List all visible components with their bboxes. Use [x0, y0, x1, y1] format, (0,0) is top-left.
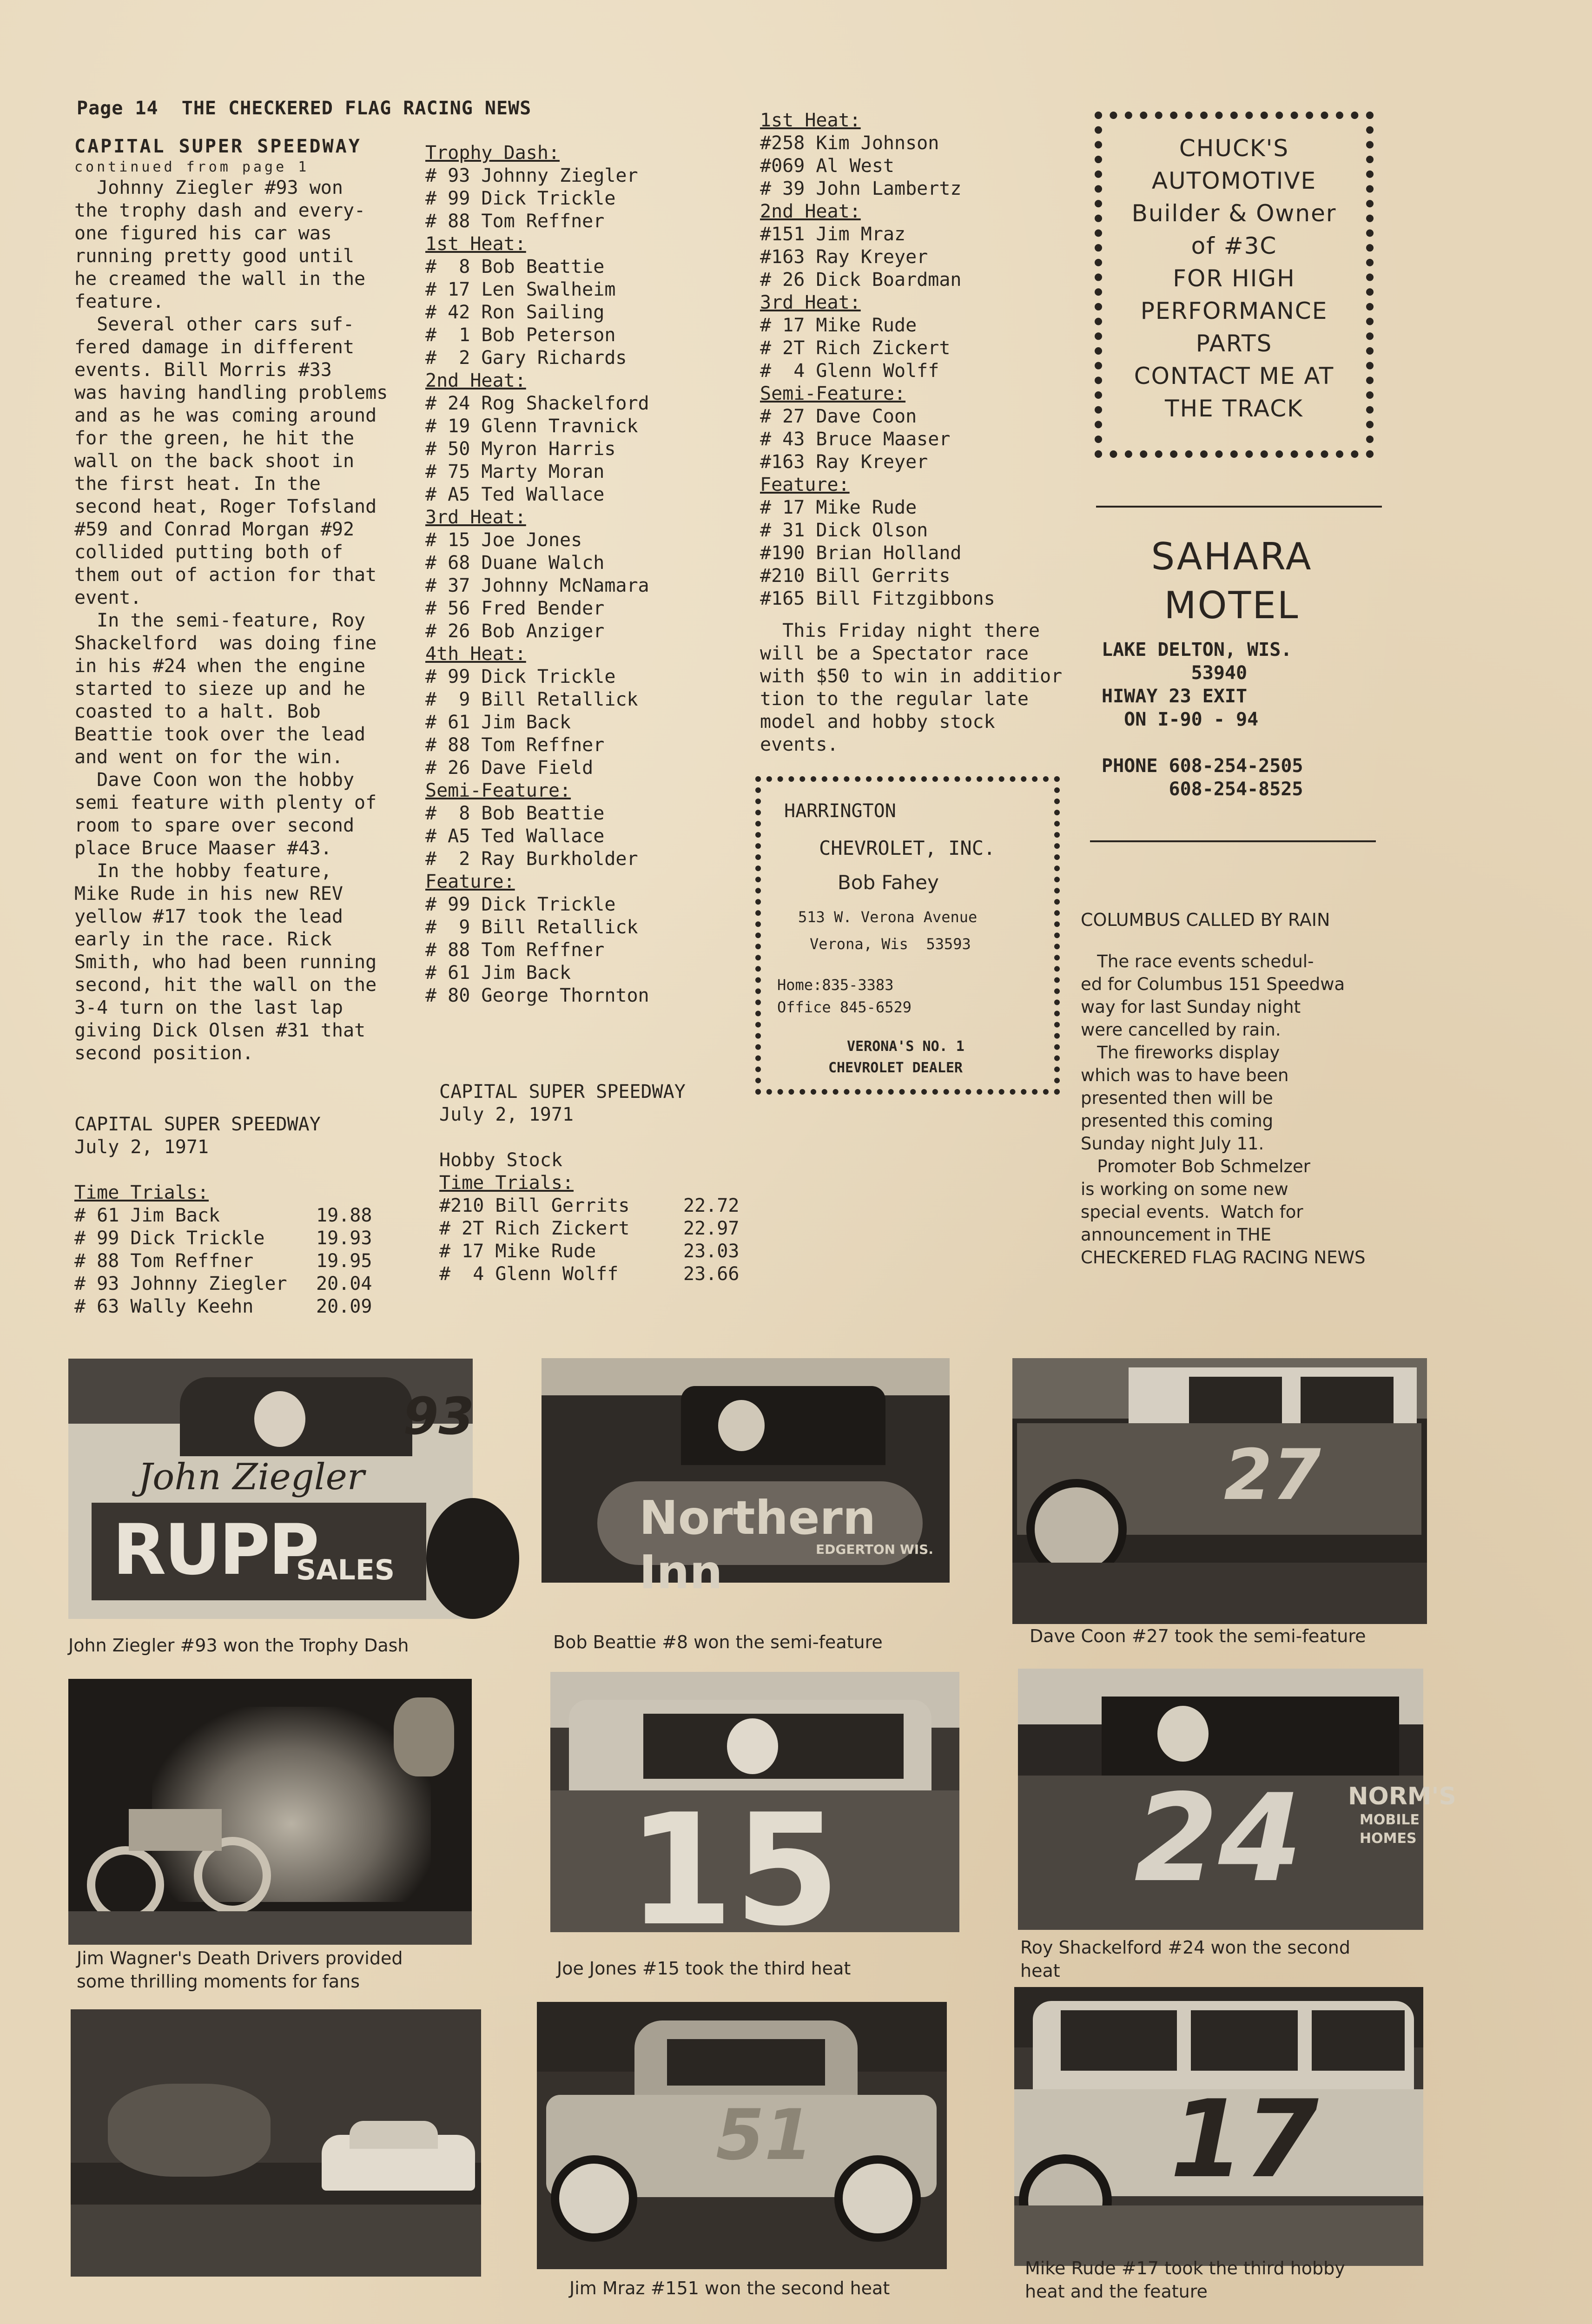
result-entry: #190 Brian Holland — [760, 542, 962, 564]
columbus-headline: COLUMBUS CALLED BY RAIN — [1081, 910, 1330, 930]
article-line: room to spare over second — [74, 815, 355, 836]
photo-jones-car — [550, 1672, 959, 1960]
result-entry: # 99 Dick Trickle — [425, 188, 616, 209]
result-entry: # 88 Tom Reffner — [425, 939, 605, 961]
article-line: second, hit the wall on the — [74, 974, 377, 996]
article-line: 3-4 turn on the last lap — [74, 997, 343, 1018]
car-number: 17 — [1170, 2078, 1319, 2202]
article-line: In the hobby feature, — [74, 860, 332, 882]
results-title: CAPITAL SUPER SPEEDWAY — [74, 1114, 321, 1135]
result-entry: #165 Bill Fitzgibbons — [760, 588, 995, 609]
article-line: he creamed the wall in the — [74, 268, 366, 290]
time-trial-car: # 17 Mike Rude — [439, 1241, 596, 1262]
photo-coon-car — [1012, 1358, 1427, 1624]
article-line: in his #24 when the engine — [74, 655, 366, 677]
article-line: Johnny Ziegler #93 won — [74, 177, 343, 198]
columbus-line: announcement in THE — [1081, 1225, 1272, 1245]
result-entry: # 2 Ray Burkholder — [425, 848, 638, 870]
article-line: Several other cars suf- — [74, 314, 355, 335]
time-trial-car: # 93 Johnny Ziegler — [74, 1273, 287, 1294]
result-entry: # 43 Bruce Maaser — [760, 429, 951, 450]
late-model-heats — [425, 142, 760, 1007]
result-entry: # 17 Mike Rude — [760, 497, 917, 518]
feature-list — [425, 893, 760, 1007]
feature-label: Feature: — [425, 871, 515, 892]
time-trial-car: # 99 Dick Trickle — [74, 1228, 265, 1249]
article-line: collided putting both of — [74, 541, 343, 563]
sponsor-homes: HOMES — [1360, 1830, 1417, 1847]
article-line: events. Bill Morris #33 — [74, 359, 332, 381]
hobby-title: CAPITAL SUPER SPEEDWAY — [439, 1081, 686, 1103]
harrington-name: HARRINGTON — [784, 800, 896, 822]
car-number: 93 — [403, 1386, 475, 1446]
result-entry: #210 Bill Gerrits — [760, 565, 951, 587]
time-trial-time: 19.95 — [316, 1250, 372, 1272]
semi-feature-list — [425, 802, 760, 871]
article-line: for the green, he hit the — [74, 428, 355, 449]
semi-feature-label: Semi-Feature: — [425, 780, 571, 801]
late-model-results — [74, 1113, 400, 1318]
article-line: event. — [74, 587, 142, 608]
result-entry: # 26 Dave Field — [425, 757, 594, 779]
ad-line: Builder & Owner — [1131, 200, 1337, 227]
article-line: started to sieze up and he — [74, 678, 366, 700]
article-line: Smith, who had been running — [74, 951, 377, 973]
hobby-semi-label: Semi-Feature: — [760, 383, 906, 404]
article-line: giving Dick Olsen #31 that — [74, 1020, 366, 1041]
result-entry: # 37 Johnny McNamara — [425, 575, 649, 596]
columbus-line: way for last Sunday night — [1081, 997, 1301, 1017]
photo-caption: Mike Rude #17 took the third hobby — [1025, 2258, 1345, 2278]
result-entry: # 17 Len Swalheim — [425, 279, 616, 300]
result-entry: # 80 George Thornton — [425, 985, 649, 1006]
photo-mraz-car — [537, 2002, 947, 2269]
photo-caption: Jim Wagner's Death Drivers provided — [77, 1948, 403, 1968]
ad-line — [1102, 731, 1362, 754]
hobby-stock-results — [439, 1081, 774, 1286]
result-entry: # A5 Ted Wallace — [425, 825, 605, 847]
article-line: was having handling problems — [74, 382, 388, 403]
sponsor-edgerton: EDGERTON WIS. — [816, 1542, 933, 1557]
result-entry: # 9 Bill Retallick — [425, 917, 638, 938]
divider-rule — [1090, 840, 1376, 842]
hobby-heats — [760, 109, 1095, 756]
trophy-dash-list — [425, 165, 760, 233]
article-line: early in the race. Rick — [74, 929, 332, 950]
time-trial-time: 23.03 — [683, 1241, 740, 1262]
result-entry: # 2T Rich Zickert — [760, 337, 951, 359]
result-entry: # 9 Bill Retallick — [425, 689, 638, 710]
columbus-line: presented this coming — [1081, 1111, 1274, 1131]
time-trials-label: Time Trials: — [74, 1182, 209, 1203]
result-entry: # 26 Dick Boardman — [760, 269, 962, 290]
result-entry: # 15 Joe Jones — [425, 529, 582, 551]
ad-line: PARTS — [1196, 330, 1273, 357]
result-entry: # 75 Marty Moran — [425, 461, 605, 482]
dealer-slogan1: VERONA'S NO. 1 — [847, 1038, 964, 1055]
time-trial-time: 20.04 — [316, 1273, 372, 1294]
result-entry: # 19 Glenn Travnick — [425, 416, 638, 437]
time-trial-time: 19.93 — [316, 1228, 372, 1249]
article-line: yellow #17 took the lead — [74, 906, 343, 927]
time-trial-car: # 4 Glenn Wolff — [439, 1263, 619, 1285]
ad-line: ON I-90 - 94 — [1102, 709, 1259, 730]
heat3-label: 3rd Heat: — [425, 507, 526, 528]
result-entry: # 39 John Lambertz — [760, 178, 962, 199]
article-line: #59 and Conrad Morgan #92 — [74, 519, 355, 540]
photo-caption: Dave Coon #27 took the semi-feature — [1030, 1626, 1366, 1646]
article-line: In the semi-feature, Roy — [74, 610, 366, 631]
ad-line: 608-254-8525 — [1102, 779, 1303, 800]
article-line: one figured his car was — [74, 223, 332, 244]
car-number: 51 — [716, 2095, 813, 2176]
heat4-list — [425, 666, 760, 779]
result-entry: #163 Ray Kreyer — [760, 246, 928, 268]
time-trial-row — [74, 1295, 400, 1318]
time-trial-time: 23.66 — [683, 1263, 740, 1285]
result-entry: # 8 Bob Beattie — [425, 803, 605, 824]
photo-caption: heat — [1020, 1961, 1060, 1981]
time-trial-time: 20.09 — [316, 1296, 372, 1317]
office-phone: Office 845-6529 — [777, 998, 912, 1016]
time-trial-car: # 61 Jim Back — [74, 1205, 220, 1226]
columbus-line: Sunday night July 11. — [1081, 1134, 1264, 1154]
article-line: wall on the back shoot in — [74, 450, 355, 472]
time-trial-row — [439, 1263, 774, 1286]
chevrolet-inc: CHEVROLET, INC. — [819, 837, 996, 859]
driver-script: John Ziegler — [138, 1456, 365, 1498]
result-entry: # 50 Myron Harris — [425, 438, 616, 460]
sponsor-rupp: RUPP — [112, 1510, 318, 1591]
photo-shackelford-car — [1018, 1669, 1456, 1930]
result-entry: # 8 Bob Beattie — [425, 256, 605, 277]
notice-line: will be a Spectator race — [760, 643, 1029, 664]
photo-ziegler-car — [68, 1359, 473, 1619]
dealer-contact: Bob Fahey — [838, 871, 939, 894]
article-headline: CAPITAL SUPER SPEEDWAY — [74, 136, 362, 157]
article-line: and as he was coming around — [74, 405, 377, 426]
article-line: coasted to a halt. Bob — [74, 701, 321, 722]
result-entry: # 24 Rog Shackelford — [425, 393, 649, 414]
result-entry: # 61 Jim Back — [425, 712, 571, 733]
ad-line: CONTACT ME AT — [1134, 363, 1334, 390]
result-entry: # 61 Jim Back — [425, 962, 571, 984]
columbus-line: Promoter Bob Schmelzer — [1081, 1156, 1310, 1176]
result-entry: # 31 Dick Olson — [760, 520, 928, 541]
result-entry: # 93 Johnny Ziegler — [425, 165, 638, 186]
result-entry: #069 Al West — [760, 155, 894, 177]
sponsor-sales: SALES — [296, 1554, 395, 1586]
time-trial-row — [439, 1195, 774, 1217]
result-entry: # 17 Mike Rude — [760, 315, 917, 336]
hobby-feature-label: Feature: — [760, 474, 850, 495]
ad-line: of #3C — [1191, 232, 1277, 259]
photo-beattie-car — [542, 1358, 950, 1599]
columbus-line: presented then will be — [1081, 1088, 1273, 1108]
photo-caption: heat and the feature — [1025, 2281, 1208, 2302]
spectator-race-notice — [760, 620, 1095, 756]
article-line: Mike Rude in his new REV — [74, 883, 343, 905]
dealer-slogan2: CHEVROLET DEALER — [828, 1060, 963, 1076]
home-phone: Home:835-3383 — [777, 976, 894, 994]
result-entry: # 1 Bob Peterson — [425, 324, 616, 346]
article-line: the trophy dash and every- — [74, 200, 366, 221]
result-entry: # 88 Tom Reffner — [425, 734, 605, 756]
time-trial-row — [74, 1204, 400, 1227]
time-trial-row — [74, 1273, 400, 1295]
columbus-article — [1081, 909, 1406, 1269]
article-line: Shackelford was doing fine — [74, 633, 377, 654]
heat1-list — [425, 256, 760, 370]
ad-line: FOR HIGH — [1173, 265, 1295, 292]
notice-line: model and hobby stock — [760, 711, 995, 733]
car-number: 27 — [1224, 1435, 1321, 1516]
article-line: the first heat. In the — [74, 473, 321, 495]
time-trial-car: # 88 Tom Reffner — [74, 1250, 254, 1272]
columbus-line: which was to have been — [1081, 1065, 1289, 1085]
chucks-automotive-ad — [1095, 112, 1374, 458]
result-entry: #258 Kim Johnson — [760, 132, 939, 154]
hobby-semi-list — [760, 405, 1095, 474]
time-trials-list — [74, 1204, 400, 1318]
article-line: and went on for the win. — [74, 746, 343, 768]
heat3-list — [425, 529, 760, 643]
photo-caption: Joe Jones #15 took the third heat — [557, 1958, 851, 1979]
result-entry: #151 Jim Mraz — [760, 224, 906, 245]
columbus-line: The race events schedul- — [1081, 951, 1314, 971]
hobby-heat2-label: 2nd Heat: — [760, 201, 861, 222]
result-entry: # 99 Dick Trickle — [425, 894, 616, 915]
article-line: them out of action for that — [74, 564, 377, 586]
hobby-date: July 2, 1971 — [439, 1104, 574, 1125]
result-entry: #163 Ray Kreyer — [760, 451, 928, 473]
hobby-time-trials-label: Time Trials: — [439, 1172, 574, 1194]
heat2-list — [425, 392, 760, 506]
article-body — [74, 177, 409, 1065]
hobby-heat3-label: 3rd Heat: — [760, 292, 861, 313]
time-trial-car: #210 Bill Gerrits — [439, 1195, 630, 1216]
time-trial-car: # 63 Wally Keehn — [74, 1296, 254, 1317]
photo-caption: Roy Shackelford #24 won the second — [1020, 1937, 1350, 1958]
hobby-heat2-list — [760, 223, 1095, 291]
photo-rude-car — [1014, 1987, 1423, 2266]
columbus-line: special events. Watch for — [1081, 1202, 1303, 1222]
ad-line: THE TRACK — [1165, 395, 1303, 422]
car-number: 24 — [1134, 1769, 1302, 1909]
article-line: second position. — [74, 1043, 254, 1064]
ad-line: 53940 — [1102, 662, 1248, 684]
ad-line: PHONE 608-254-2505 — [1102, 755, 1303, 777]
sponsor-northern-inn: Northern Inn — [639, 1491, 876, 1599]
result-entry: # 26 Bob Anziger — [425, 621, 605, 642]
results-date: July 2, 1971 — [74, 1136, 209, 1158]
article-column — [74, 135, 409, 1065]
harrington-chevrolet-ad — [755, 776, 1060, 1095]
heat1-label: 1st Heat: — [425, 233, 526, 255]
car-number: 15 — [627, 1781, 841, 1960]
ad-line: AUTOMOTIVE — [1151, 167, 1317, 194]
heat4-label: 4th Heat: — [425, 643, 526, 665]
hobby-heat3-list — [760, 314, 1095, 383]
result-entry: # 56 Fred Bender — [425, 598, 605, 619]
columbus-line: ed for Columbus 151 Speedwa — [1081, 974, 1345, 994]
notice-line: tion to the regular late — [760, 688, 1029, 710]
columbus-line: CHECKERED FLAG RACING NEWS — [1081, 1248, 1366, 1268]
photo-death-drivers — [68, 1679, 472, 1945]
hobby-time-trials-list — [439, 1195, 774, 1286]
result-entry: # 42 Ron Sailing — [425, 302, 605, 323]
result-entry: # 2 Gary Richards — [425, 347, 627, 369]
result-entry: # 99 Dick Trickle — [425, 666, 616, 687]
result-entry: # 68 Duane Walch — [425, 552, 605, 574]
time-trial-row — [439, 1240, 774, 1263]
article-line: semi feature with plenty of — [74, 792, 377, 813]
photo-caption: some thrilling moments for fans — [77, 1971, 360, 1992]
ad-line: PERFORMANCE — [1140, 297, 1328, 324]
time-trial-car: # 2T Rich Zickert — [439, 1218, 630, 1239]
time-trial-time: 22.97 — [683, 1218, 740, 1239]
notice-line: with $50 to win in additior — [760, 666, 1063, 687]
photo-night-track — [71, 2009, 481, 2277]
sahara-name: SAHARA — [1151, 535, 1313, 578]
sponsor-norms: NORM'S — [1348, 1783, 1456, 1810]
time-trial-time: 19.88 — [316, 1205, 372, 1226]
photo-caption: Bob Beattie #8 won the semi-feature — [553, 1632, 883, 1652]
result-entry: # A5 Ted Wallace — [425, 484, 605, 505]
article-line: Dave Coon won the hobby — [74, 769, 355, 791]
notice-line: events. — [760, 734, 839, 755]
dealer-address: 513 W. Verona Avenue — [798, 908, 978, 926]
sahara-motel-ad — [1102, 532, 1362, 801]
hobby-class-label: Hobby Stock — [439, 1149, 562, 1171]
result-entry: # 88 Tom Reffner — [425, 211, 605, 232]
page-header: Page 14 THE CHECKERED FLAG RACING NEWS — [77, 98, 532, 119]
hobby-feature-list — [760, 496, 1095, 610]
result-entry: # 4 Glenn Wolff — [760, 360, 939, 382]
article-line: place Bruce Maaser #43. — [74, 838, 332, 859]
photo-caption: John Ziegler #93 won the Trophy Dash — [68, 1635, 409, 1656]
trophy-dash-label: Trophy Dash: — [425, 142, 560, 164]
dealer-city: Verona, Wis 53593 — [810, 935, 971, 953]
columbus-line: is working on some new — [1081, 1179, 1288, 1199]
article-line: feature. — [74, 291, 164, 312]
ad-line: CHUCK'S — [1179, 135, 1289, 162]
result-entry: # 27 Dave Coon — [760, 406, 917, 427]
ad-line: HIWAY 23 EXIT — [1102, 686, 1248, 707]
article-line: running pretty good until — [74, 245, 355, 267]
ad-line: LAKE DELTON, WIS. — [1102, 639, 1292, 660]
columbus-line: The fireworks display — [1081, 1043, 1280, 1063]
time-trial-row — [439, 1217, 774, 1240]
article-continued: continued from page 1 — [74, 159, 310, 175]
hobby-heat1-list — [760, 132, 1095, 200]
notice-line: This Friday night there — [760, 620, 1040, 641]
time-trial-row — [74, 1250, 400, 1273]
motel-name: MOTEL — [1164, 584, 1300, 627]
article-line: second heat, Roger Tofsland — [74, 496, 377, 517]
divider-rule — [1096, 506, 1382, 508]
photo-caption: Jim Mraz #151 won the second heat — [569, 2278, 890, 2298]
article-line: Beattie took over the lead — [74, 724, 366, 745]
time-trial-row — [74, 1227, 400, 1250]
sponsor-mobile: MOBILE — [1360, 1812, 1420, 1828]
hobby-heat1-label: 1st Heat: — [760, 110, 861, 131]
article-line: fered damage in different — [74, 337, 355, 358]
heat2-label: 2nd Heat: — [425, 370, 526, 391]
time-trial-time: 22.72 — [683, 1195, 740, 1216]
columbus-line: were cancelled by rain. — [1081, 1020, 1281, 1040]
